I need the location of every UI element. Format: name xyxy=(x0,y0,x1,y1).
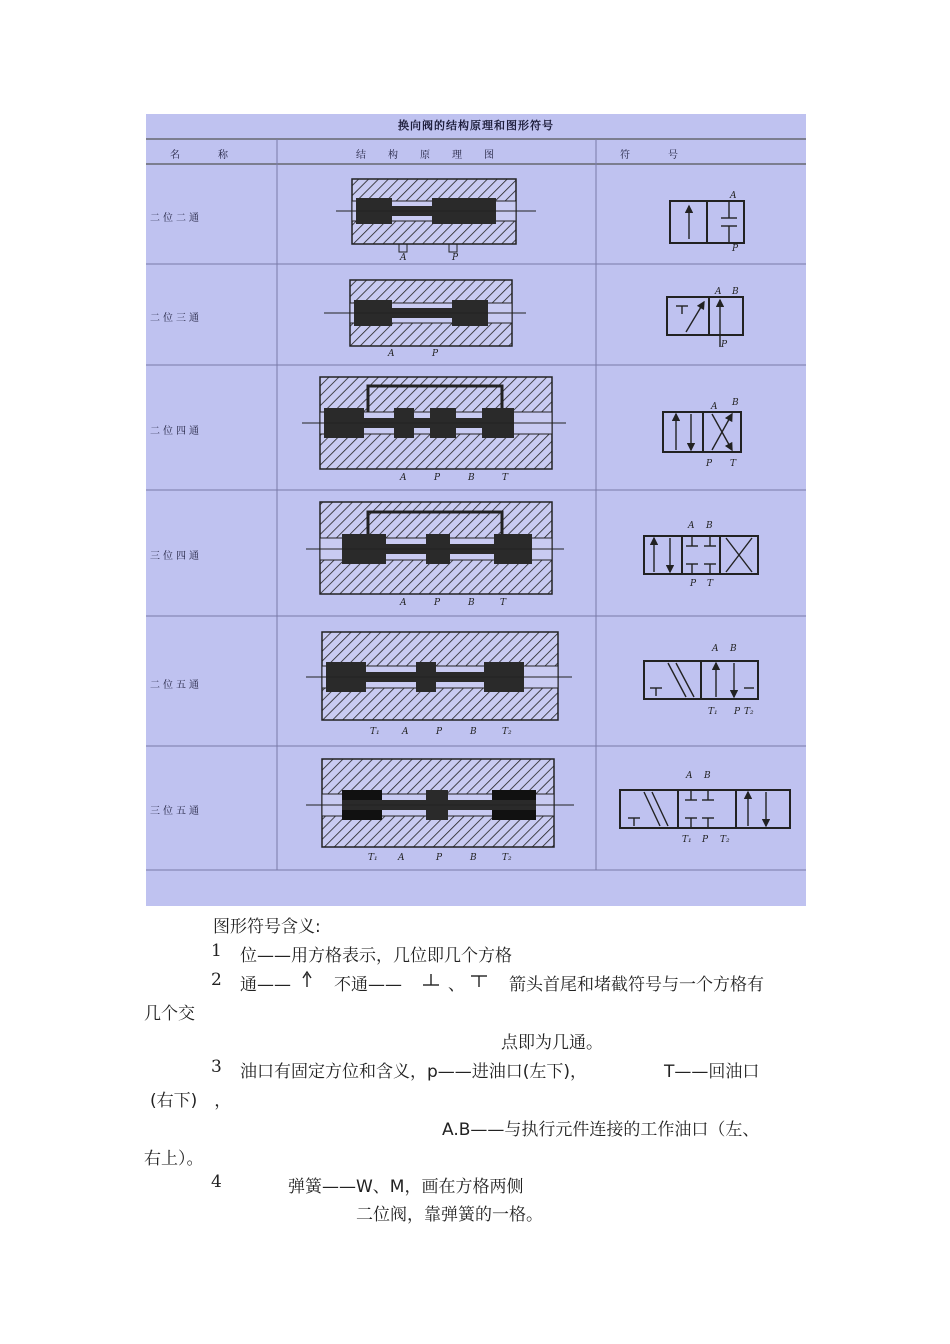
row-name-2pos-2way: 二位二通 xyxy=(150,213,202,224)
svg-text:P: P xyxy=(732,244,739,254)
svg-text:T₁: T₁ xyxy=(682,835,692,845)
header-symbol: 符 号 xyxy=(620,150,684,161)
svg-text:B: B xyxy=(706,521,713,531)
svg-text:A: A xyxy=(400,473,407,483)
svg-text:A: A xyxy=(730,191,737,201)
svg-text:A: A xyxy=(388,349,395,359)
item2-text-a: 通—— xyxy=(240,975,291,995)
svg-text:P: P xyxy=(706,459,713,469)
row-name-2pos-3way: 二位三通 xyxy=(150,313,202,324)
item3-text-d: A.B——与执行元件连接的工作油口（左、 xyxy=(442,1120,760,1140)
item2-number: 2 xyxy=(211,970,222,990)
svg-text:A: A xyxy=(398,853,405,863)
item2-text-f: 点即为几通。 xyxy=(501,1033,603,1053)
symbol-3pos-5way xyxy=(620,771,790,845)
svg-text:T: T xyxy=(502,473,509,483)
row-name-3pos-4way: 三位四通 xyxy=(150,551,202,562)
symbol-2pos-4way xyxy=(663,398,741,469)
svg-text:T₁: T₁ xyxy=(370,727,380,737)
svg-text:A: A xyxy=(711,402,718,412)
item3-text-a: 油口有固定方位和含义，p——进油口(左下)， xyxy=(240,1062,588,1082)
svg-text:P: P xyxy=(734,707,741,717)
item3-text-b: T——回油口 xyxy=(664,1062,760,1082)
item2-text-d: 箭头首尾和堵截符号与一个方格有 xyxy=(509,975,764,995)
svg-text:B: B xyxy=(732,398,739,408)
valve-table-figure xyxy=(146,114,806,906)
notes-heading: 图形符号含义: xyxy=(213,917,321,937)
svg-text:B: B xyxy=(468,598,475,608)
svg-text:A: A xyxy=(712,644,719,654)
item3-text-c: (右下) ， xyxy=(150,1091,232,1111)
svg-text:T₁: T₁ xyxy=(368,853,378,863)
svg-text:T₂: T₂ xyxy=(720,835,730,845)
svg-text:P: P xyxy=(436,727,443,737)
svg-text:A: A xyxy=(402,727,409,737)
block-down-icon xyxy=(468,970,490,990)
svg-text:B: B xyxy=(468,473,475,483)
symbol-2pos-5way xyxy=(644,644,758,717)
item1-text: 位——用方格表示，几位即几个方格 xyxy=(240,946,512,966)
item2-text-e: 几个交 xyxy=(144,1004,195,1024)
structure-3pos-5way xyxy=(306,759,574,863)
structure-2pos-3way xyxy=(324,280,526,359)
arrow-up-icon xyxy=(300,970,314,990)
block-up-icon xyxy=(420,970,442,990)
item3-text-e: 右上）。 xyxy=(144,1149,204,1169)
svg-text:T₁: T₁ xyxy=(708,707,718,717)
table-title: 换向阀的结构原理和图形符号 xyxy=(398,119,554,132)
svg-text:P: P xyxy=(432,349,439,359)
symbol-2pos-2way xyxy=(670,191,744,254)
svg-text:A: A xyxy=(715,287,722,297)
svg-text:T₂: T₂ xyxy=(502,727,512,737)
svg-text:P: P xyxy=(434,473,441,483)
svg-text:A: A xyxy=(400,253,407,263)
row-name-2pos-4way: 二位四通 xyxy=(150,426,202,437)
row-name-3pos-5way: 三位五通 xyxy=(150,806,202,817)
header-structure: 结 构 原 理 图 xyxy=(356,150,500,161)
row-name-2pos-5way: 二位五通 xyxy=(150,680,202,691)
svg-text:P: P xyxy=(721,340,728,350)
svg-text:A: A xyxy=(688,521,695,531)
svg-text:T: T xyxy=(500,598,507,608)
item2-text-b: 不通—— xyxy=(334,975,402,995)
svg-text:T₂: T₂ xyxy=(502,853,512,863)
structure-3pos-4way xyxy=(306,502,564,608)
svg-text:P: P xyxy=(434,598,441,608)
svg-text:T₂: T₂ xyxy=(744,707,754,717)
item3-number: 3 xyxy=(211,1057,222,1077)
item1-number: 1 xyxy=(211,941,222,961)
svg-text:B: B xyxy=(470,727,477,737)
svg-text:A: A xyxy=(400,598,407,608)
svg-text:P: P xyxy=(436,853,443,863)
svg-text:B: B xyxy=(470,853,477,863)
structure-2pos-5way xyxy=(306,632,572,737)
header-name: 名 称 xyxy=(170,150,234,161)
structure-2pos-2way xyxy=(336,179,536,263)
svg-text:B: B xyxy=(704,771,711,781)
item4-text-b: 二位阀，靠弹簧的一格。 xyxy=(356,1205,543,1225)
svg-text:T: T xyxy=(707,579,714,589)
item2-text-c: 、 xyxy=(448,975,465,995)
svg-text:B: B xyxy=(732,287,739,297)
svg-text:P: P xyxy=(690,579,697,589)
symbol-2pos-3way xyxy=(667,287,743,350)
svg-text:B: B xyxy=(730,644,737,654)
item4-number: 4 xyxy=(211,1172,222,1192)
symbol-3pos-4way xyxy=(644,521,758,589)
structure-2pos-4way xyxy=(302,377,566,483)
svg-text:P: P xyxy=(702,835,709,845)
item4-text-a: 弹簧——W、M，画在方格两侧 xyxy=(288,1177,524,1197)
svg-text:P: P xyxy=(452,253,459,263)
svg-text:A: A xyxy=(686,771,693,781)
svg-text:T: T xyxy=(730,459,737,469)
valve-drawings xyxy=(146,114,806,906)
